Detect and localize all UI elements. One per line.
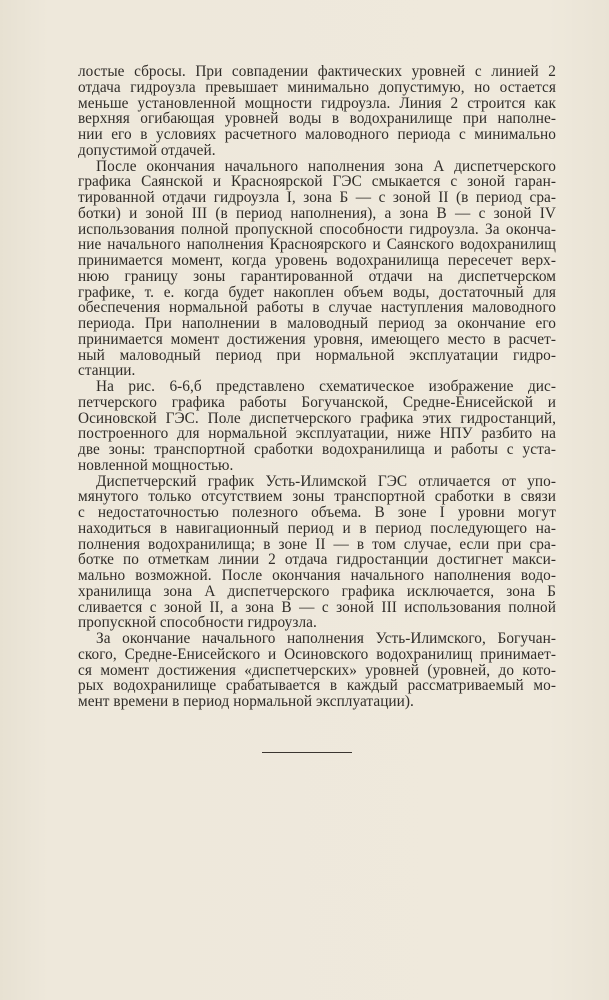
text-line: две зоны: транспортной сработки водохранилища и работы с уста- [78, 441, 556, 458]
text-line: принимается момент достижения уровня, имеющего место в расчет- [78, 330, 556, 348]
text-line: ского, Средне-Енисейского и Осиновского водохранилищ принимает- [78, 645, 556, 663]
text-line: ся момент достижения «диспетчерских» уровней (уровней, до кото- [78, 661, 556, 679]
text-line: пропускной способности гидроузла. [78, 614, 317, 632]
paragraph-1 [78, 64, 556, 159]
text-line: станции. [78, 362, 136, 380]
text-line: ботке по отметкам линии 2 отдача гидростанции достигнет макси- [78, 551, 556, 569]
text-line: полнения водохранилища; в зоне II — в том случае, если при сра- [78, 535, 556, 553]
text-line: графика Саянской и Красноярской ГЭС смыкается с зоной гаран- [78, 173, 556, 191]
paragraph-3 [78, 379, 556, 474]
text-line: За окончание начального наполнения Усть-Илимского, Богучан- [96, 630, 556, 647]
text-line: допустимой отдачей. [78, 141, 216, 159]
text-line: мент времени в период нормальной эксплуатации). [78, 693, 414, 710]
text-line: нии его в условиях расчетного маловодного периода с минимально [78, 126, 556, 143]
text-line: хранилища зона А диспетчерского графика исключается, зона Б [78, 582, 556, 600]
text-line: использования полной пропускной способности гидроузла. За оконча- [78, 220, 556, 238]
text-line: ние начального наполнения Красноярского и Саянского водохранилищ [78, 236, 556, 254]
text-line: петчерского графика работы Богучанской, Средне-Енисейской и [78, 393, 556, 411]
text-line: новленной мощностью. [78, 456, 234, 474]
text-line: меньше установленной мощности гидроузла. Линия 2 строится как [78, 94, 556, 112]
text-line: нюю границу зоны гарантированной отдачи на диспетчерском [78, 267, 556, 285]
text-line: находиться в навигационный период и в период последующего на- [78, 519, 556, 537]
text-line: отдача гидроузла превышает минимально допустимую, но остается [78, 78, 556, 96]
text-line: На рис. 6-6,б представлено схематическое изображение дис- [96, 378, 556, 395]
text-line: сливается с зоной II, а зона В — с зоной III использования полной [78, 598, 556, 616]
text-line: мально возможной. После окончания начального наполнения водо- [78, 567, 556, 584]
text-line: ботки) и зоной III (в период наполнения), а зона В — с зоной IV [78, 204, 556, 222]
body-text [78, 64, 556, 710]
text-line: Диспетчерский график Усть-Илимской ГЭС отличается от упо- [96, 472, 556, 490]
text-line: графике, т. е. когда будет накоплен объем воды, достаточный для [78, 283, 556, 301]
text-line: верхняя огибающая уровней воды в водохранилище при наполне- [78, 110, 556, 128]
text-line: с недостаточностью полезного объема. В зоне I уровни могут [78, 504, 556, 521]
text-line: лостые сбросы. При совпадении фактических уровней с линией 2 [78, 63, 556, 80]
text-line: После окончания начального наполнения зона А диспетчерского [96, 157, 556, 175]
paragraph-5 [78, 631, 556, 710]
paragraph-2 [78, 159, 556, 380]
text-line: рых водохранилище срабатывается в каждый рассматриваемый мо- [78, 677, 556, 695]
text-line: периода. При наполнении в маловодный период за окончание его [78, 315, 556, 332]
text-line: принимается момент, когда уровень водохранилища пересечет верх- [78, 252, 556, 269]
text-line: построенного для нормальной эксплуатации, ниже НПУ разбито на [78, 425, 556, 443]
section-end-rule [262, 752, 352, 753]
text-line: ный маловодный период при нормальной эксплуатации гидро- [78, 346, 556, 364]
paragraph-4 [78, 474, 556, 632]
text-line: Осиновской ГЭС. Поле диспетчерского графика этих гидростанций, [78, 409, 556, 427]
text-line: обеспечения нормальной работы в случае наступления маловодного [78, 299, 556, 317]
text-line: мянутого только отсутствием зоны транспортной сработки в связи [78, 488, 556, 506]
text-line: тированной отдачи гидроузла I, зона Б — с зоной II (в период сра- [78, 189, 556, 206]
